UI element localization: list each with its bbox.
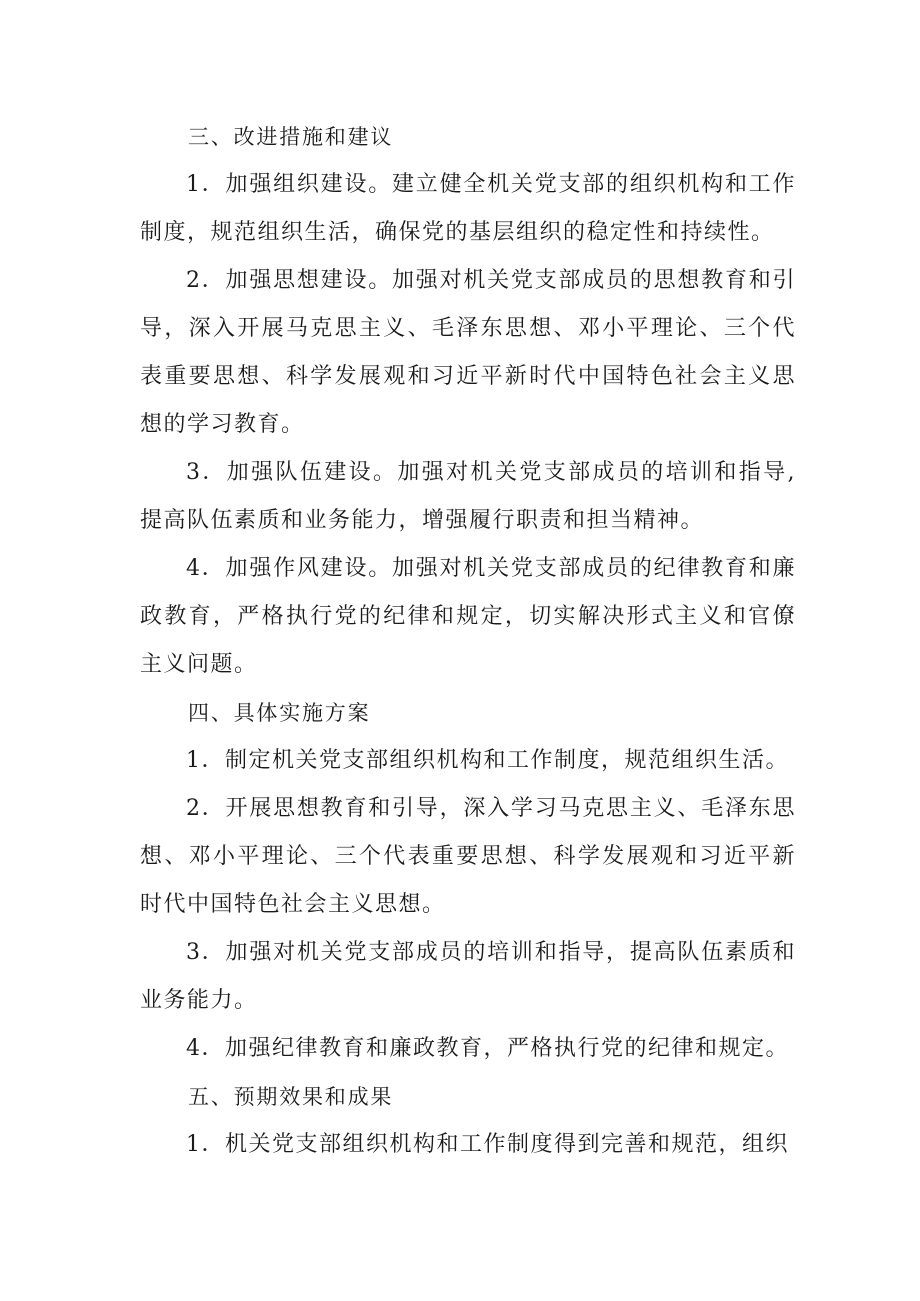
section-expected-results bbox=[140, 1073, 796, 1169]
section-heading: 四、具体实施方案 bbox=[188, 701, 371, 725]
paragraph-item: 1．机关党支部组织机构和工作制度得到完善和规范，组织 bbox=[186, 1132, 789, 1157]
paragraph-item: 1．制定机关党支部组织机构和工作制度，规范组织生活。 bbox=[186, 748, 789, 773]
paragraph-item: 2．加强思想建设。加强对机关党支部成员的思想教育和引导，深入开展马克思主义、毛泽东思想、邓小平理论、三个代表重要思想、科学发展观和习近平新时代中国特色社会主义思想的学习教育。 bbox=[140, 268, 796, 437]
paragraph-item: 3．加强队伍建设。加强对机关党支部成员的培训和指导,提高队伍素质和业务能力，增强履行职责和担当精神。 bbox=[140, 460, 796, 533]
paragraph-item: 3．加强对机关党支部成员的培训和指导，提高队伍素质和业务能力。 bbox=[140, 940, 796, 1013]
paragraph-item: 2．开展思想教育和引导，深入学习马克思主义、毛泽东思想、邓小平理论、三个代表重要思想、科学发展观和习近平新时代中国特色社会主义思想。 bbox=[140, 796, 796, 917]
section-implementation-plan bbox=[140, 689, 796, 1073]
section-heading: 五、预期效果和成果 bbox=[188, 1085, 394, 1109]
document-body bbox=[140, 113, 796, 1169]
paragraph-item: 4．加强作风建设。加强对机关党支部成员的纪律教育和廉政教育，严格执行党的纪律和规定，切实解决形式主义和官僚主义问题。 bbox=[140, 556, 796, 677]
section-improvement-measures bbox=[140, 113, 796, 689]
paragraph-item: 1．加强组织建设。建立健全机关党支部的组织机构和工作制度，规范组织生活，确保党的基层组织的稳定性和持续性。 bbox=[140, 172, 796, 245]
paragraph-item: 4．加强纪律教育和廉政教育，严格执行党的纪律和规定。 bbox=[186, 1036, 789, 1061]
section-heading: 三、改进措施和建议 bbox=[188, 125, 394, 149]
